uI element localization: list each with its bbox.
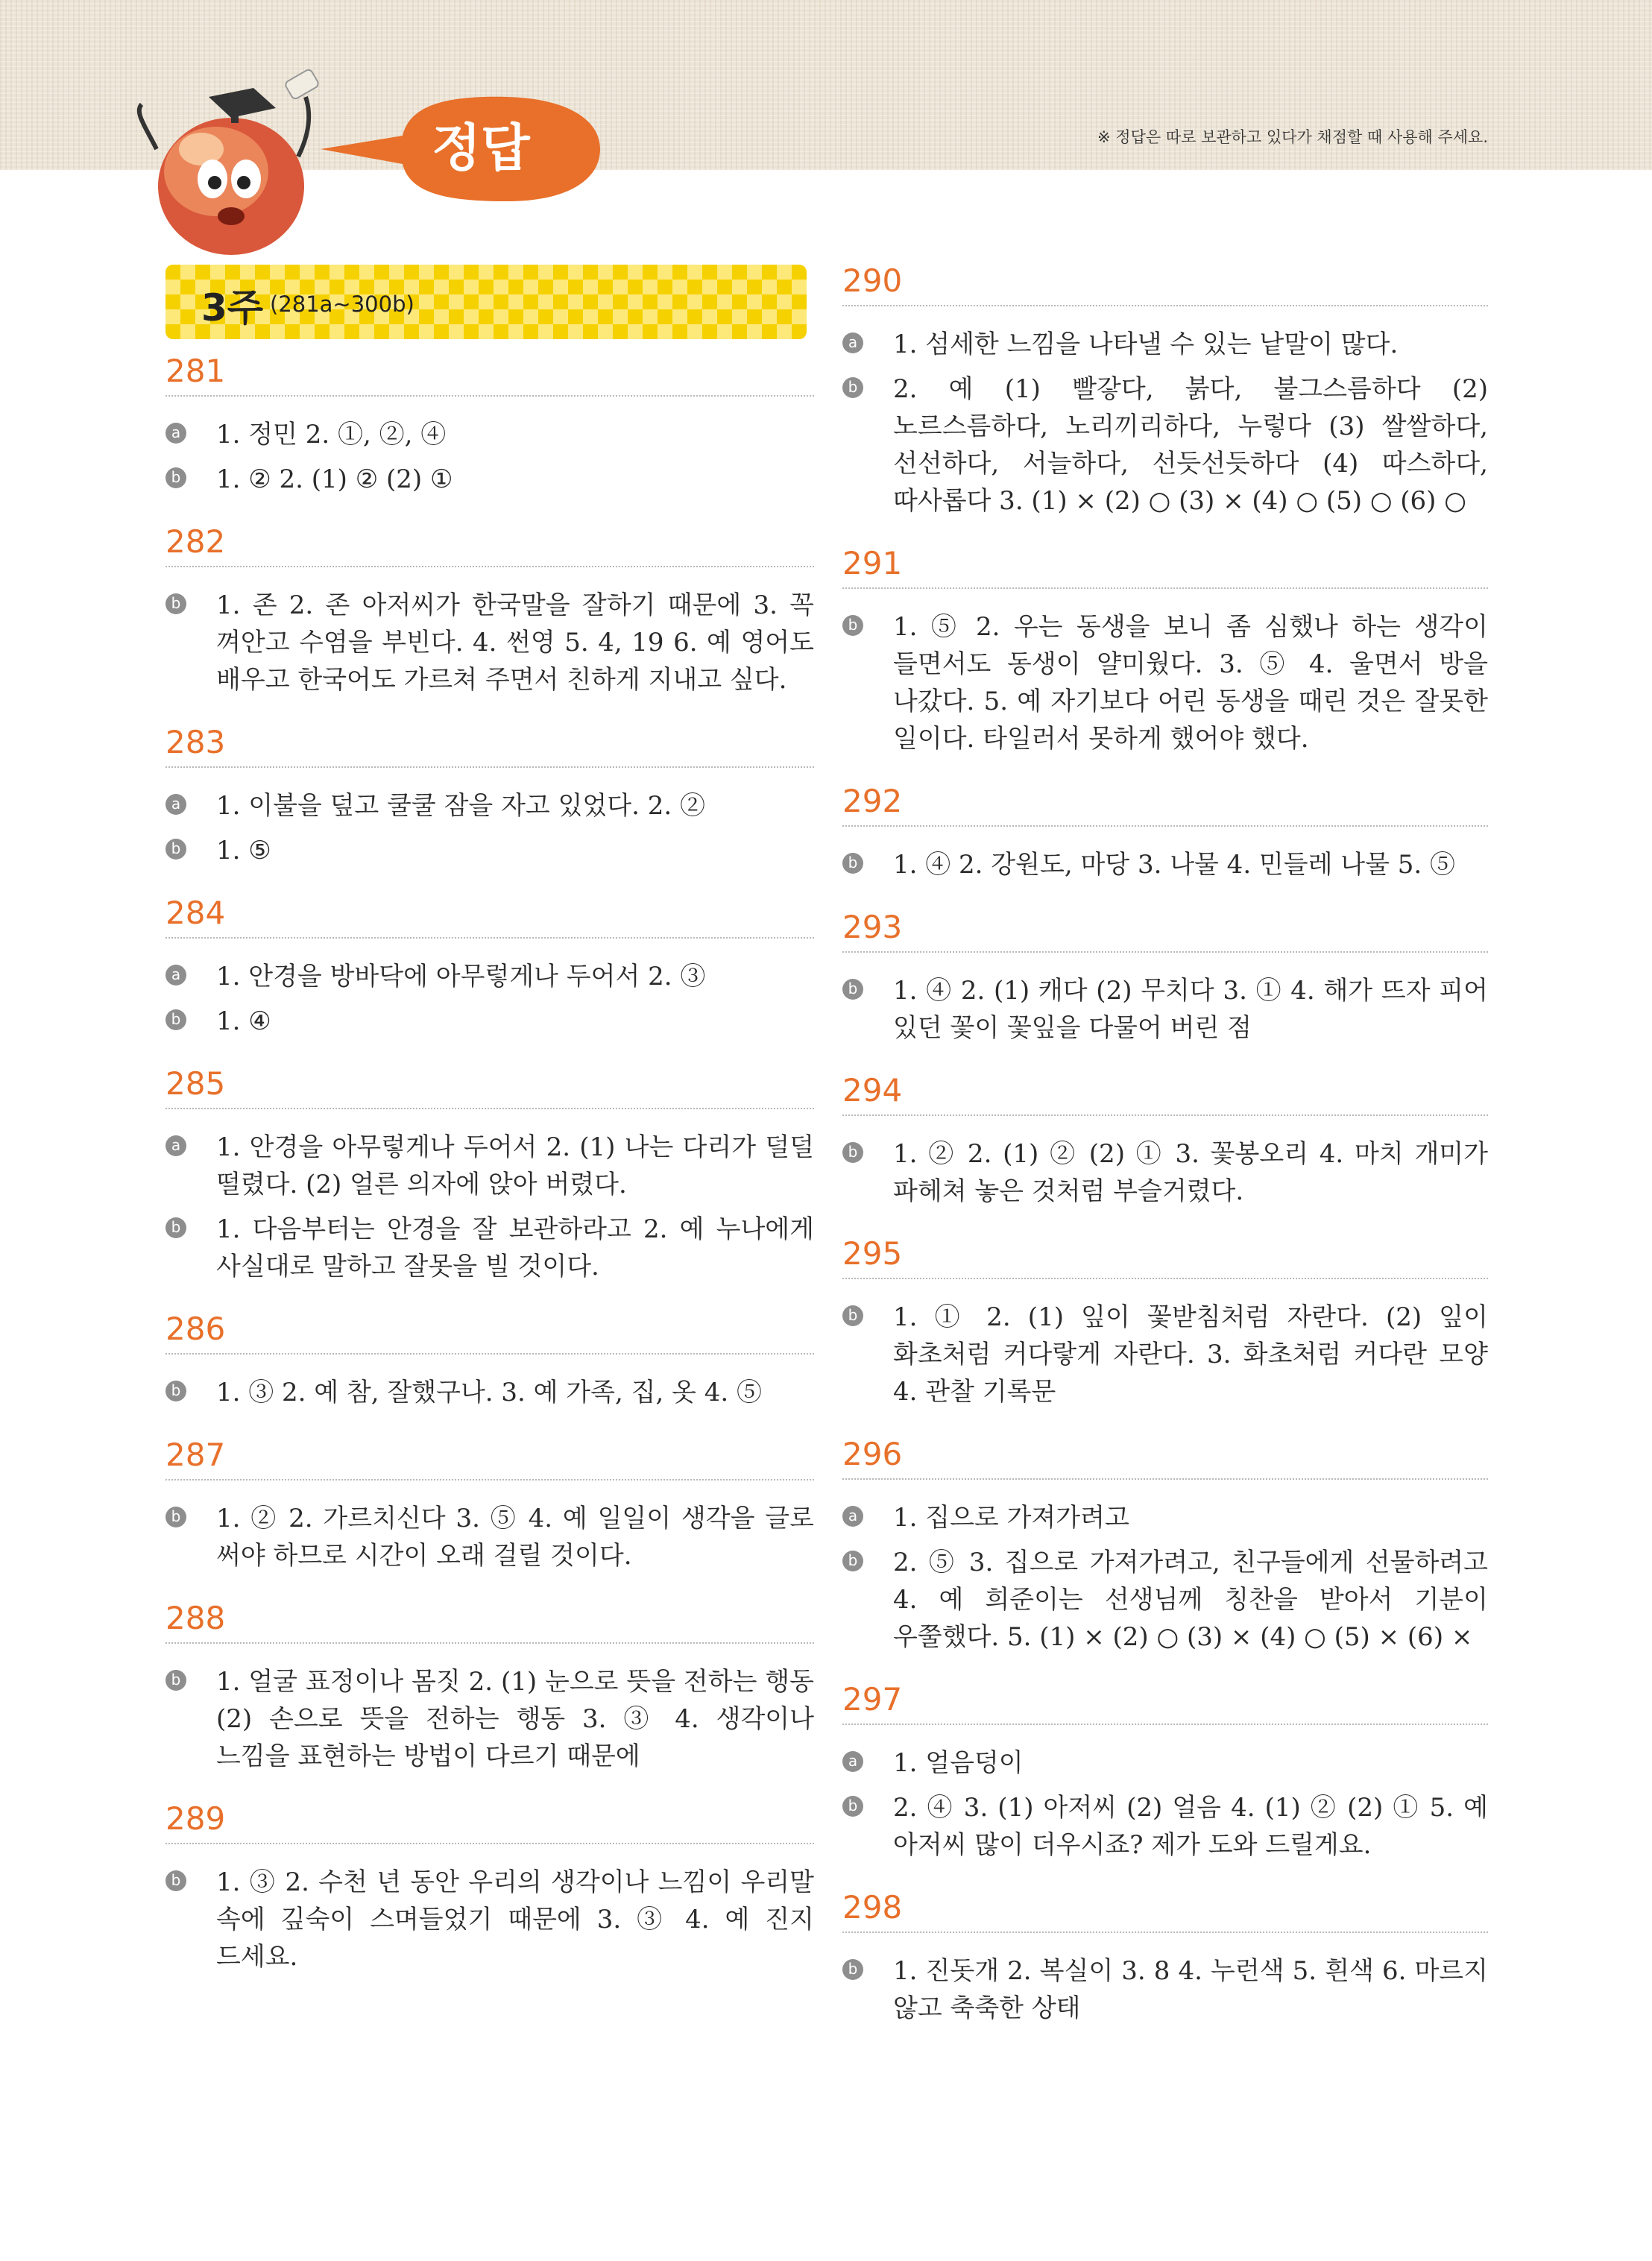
answer-row (842, 370, 1488, 520)
part-badge: b (165, 1870, 186, 1891)
part-badge: b (165, 1009, 186, 1030)
section-number: 297 (842, 1681, 1488, 1725)
answer-text: 2. ⑤ 3. 집으로 가져가려고, 친구들에게 선물하려고 4. 예 희준이는 선생님께 칭찬을 받아서 기분이 우쭐했다. 5. (1) × (2) ○ (3) × (4) ○ (5) × (6) × (893, 1548, 1488, 1652)
week-range: (281a~300b) (270, 291, 414, 317)
section-number: 294 (842, 1072, 1488, 1116)
answer-row (165, 787, 814, 824)
answer-text: 1. 섬세한 느낌을 나타낼 수 있는 낱말이 많다. (893, 329, 1399, 359)
answer-section (165, 1311, 814, 1411)
section-number: 285 (165, 1065, 814, 1109)
answer-row (165, 1129, 814, 1203)
storage-note: ※ 정답은 따로 보관하고 있다가 채점할 때 사용해 주세요. (1097, 128, 1488, 146)
answer-row (842, 1744, 1488, 1782)
part-badge: a (165, 1135, 186, 1156)
answer-text: 1. 이불을 덮고 쿨쿨 잠을 자고 있었다. 2. ② (216, 791, 705, 821)
answer-section (842, 545, 1488, 757)
answer-section (842, 1436, 1488, 1656)
answer-row (842, 1299, 1488, 1410)
section-number: 281 (165, 353, 814, 397)
part-badge: b (165, 467, 186, 488)
part-badge: b (842, 1305, 863, 1326)
answer-row (842, 1952, 1488, 2027)
answer-section (165, 1600, 814, 1775)
answer-row (165, 958, 814, 995)
answer-section (842, 783, 1488, 883)
answer-text: 1. 진돗개 2. 복실이 3. 8 4. 누런색 5. 흰색 6. 마르지 않고 축축한 상태 (893, 1956, 1488, 2023)
section-number: 295 (842, 1235, 1488, 1279)
page-title: 정답 (432, 119, 530, 178)
answer-row (165, 1864, 814, 1975)
answer-row (165, 832, 814, 869)
answer-row (165, 587, 814, 699)
section-number: 283 (165, 724, 814, 768)
answer-text: 1. ② 2. (1) ② (2) ① (216, 464, 453, 494)
answer-text: 1. ⑤ (216, 836, 271, 865)
answer-text: 1. 집으로 가져가려고 (893, 1503, 1129, 1533)
part-badge: a (165, 965, 186, 986)
answer-text: 1. 얼음덩이 (893, 1748, 1024, 1778)
answer-section (842, 1889, 1488, 2027)
section-number: 290 (842, 262, 1488, 306)
answer-text: 1. 정민 2. ①, ②, ④ (216, 420, 447, 450)
answer-row (165, 1003, 814, 1040)
section-number: 298 (842, 1889, 1488, 1933)
answer-section (842, 1681, 1488, 1864)
left-column (165, 265, 814, 2001)
answer-row (165, 1211, 814, 1285)
answer-text: 2. ④ 3. (1) 아저씨 (2) 얼음 4. (1) ② (2) ① 5. 예 아저씨 많이 더우시죠? 제가 도와 드릴게요. (893, 1793, 1488, 1860)
section-number: 287 (165, 1437, 814, 1480)
answer-section (842, 909, 1488, 1047)
answer-text: 1. ④ 2. (1) 캐다 (2) 무치다 3. ① 4. 해가 뜨자 피어 있던 꽃이 꽃잎을 다물어 버린 점 (893, 976, 1488, 1043)
part-badge: a (842, 332, 863, 353)
answer-text: 1. 안경을 아무렇게나 두어서 2. (1) 나는 다리가 덜덜 떨렸다. (2) 얼른 의자에 앉아 버렸다. (216, 1132, 814, 1199)
part-badge: b (842, 615, 863, 636)
answer-section (165, 895, 814, 1040)
peach-mascot-icon (127, 67, 321, 261)
left-answer-list (165, 353, 814, 1975)
answer-text: 1. 얼굴 표정이나 몸짓 2. (1) 눈으로 뜻을 전하는 행동 (2) 손으로 뜻을 전하는 행동 3. ③ 4. 생각이나 느낌을 표현하는 방법이 다르기 때문에 (216, 1667, 814, 1771)
answer-section (165, 353, 814, 498)
answer-section (842, 1072, 1488, 1210)
answer-text: 2. 예 (1) 빨갛다, 붉다, 불그스름하다 (2) 노르스름하다, 노리끼리하다, 누렇다 (3) 쌀쌀하다, 선선하다, 서늘하다, 선듯선듯하다 (4) 따스하다, 따사롭다 3. (1) × (2) ○ (3) × (4) ○ (5) ○ (6) ○ (893, 374, 1488, 516)
part-badge: b (842, 377, 863, 398)
answer-row (165, 1374, 814, 1411)
answer-row (165, 416, 814, 453)
part-badge: b (842, 979, 863, 1000)
answer-text: 1. ③ 2. 수천 년 동안 우리의 생각이나 느낌이 우리말 속에 깊숙이 스며들었기 때문에 3. ③ 4. 예 진지 드세요. (216, 1867, 814, 1972)
answer-row (842, 972, 1488, 1047)
answer-text: 1. 안경을 방바닥에 아무렇게나 두어서 2. ③ (216, 962, 706, 991)
part-badge: b (165, 1381, 186, 1401)
answer-row (842, 1544, 1488, 1656)
answer-section (165, 1800, 814, 1975)
part-badge: b (842, 1959, 863, 1980)
answer-text: 1. ⑤ 2. 우는 동생을 보니 좀 심했나 하는 생각이 들면서도 동생이 얄미웠다. 3. ⑤ 4. 울면서 방을 나갔다. 5. 예 자기보다 어린 동생을 때린 것은 잘못한 일이다. 타일러서 못하게 했어야 했다. (893, 612, 1488, 754)
answer-text: 1. ② 2. 가르치신다 3. ⑤ 4. 예 일일이 생각을 글로 써야 하므로 시간이 오래 걸릴 것이다. (216, 1504, 814, 1571)
answer-section (165, 1437, 814, 1574)
answer-row (842, 1135, 1488, 1210)
section-number: 284 (165, 895, 814, 939)
part-badge: b (842, 1551, 863, 1571)
answer-text: 1. ③ 2. 예 참, 잘했구나. 3. 예 가족, 집, 옷 4. ⑤ (216, 1378, 762, 1407)
section-number: 288 (165, 1600, 814, 1644)
answer-section (842, 1235, 1488, 1410)
answer-row (842, 846, 1488, 883)
answer-row (165, 461, 814, 498)
week-banner (165, 265, 807, 339)
section-number: 292 (842, 783, 1488, 827)
answer-section (842, 262, 1488, 520)
answer-row (842, 1789, 1488, 1864)
answer-text: 1. 다음부터는 안경을 잘 보관하라고 2. 예 누나에게 사실대로 말하고 잘못을 빌 것이다. (216, 1214, 814, 1281)
answer-section (165, 724, 814, 869)
answer-row (842, 608, 1488, 757)
answer-text: 1. ④ (216, 1006, 271, 1036)
answer-row (165, 1500, 814, 1574)
part-badge: a (842, 1751, 863, 1772)
part-badge: a (165, 794, 186, 815)
right-column (842, 262, 1488, 2052)
section-number: 296 (842, 1436, 1488, 1480)
answer-row (165, 1663, 814, 1775)
section-number: 293 (842, 909, 1488, 953)
part-badge: a (842, 1506, 863, 1527)
week-title: 3주 (201, 286, 264, 329)
part-badge: a (165, 423, 186, 444)
part-badge: b (165, 1670, 186, 1691)
part-badge: b (842, 1796, 863, 1817)
answer-text: 1. ④ 2. 강원도, 마당 3. 나물 4. 민들레 나물 5. ⑤ (893, 850, 1456, 880)
answer-section (165, 1065, 814, 1285)
answer-text: 1. ② 2. (1) ② (2) ① 3. 꽃봉오리 4. 마치 개미가 파헤쳐 놓은 것처럼 부슬거렸다. (893, 1139, 1488, 1206)
section-number: 286 (165, 1311, 814, 1355)
answer-section (165, 523, 814, 699)
answer-row (842, 326, 1488, 363)
part-badge: b (165, 593, 186, 614)
part-badge: b (165, 1217, 186, 1238)
part-badge: b (165, 1507, 186, 1527)
answer-row (842, 1499, 1488, 1536)
answer-text: 1. ① 2. (1) 잎이 꽃받침처럼 자란다. (2) 잎이 화초처럼 커다랗게 자란다. 3. 화초처럼 커다란 모양 4. 관찰 기록문 (893, 1302, 1488, 1407)
part-badge: b (165, 839, 186, 860)
right-answer-list (842, 262, 1488, 2027)
part-badge: b (842, 1142, 863, 1163)
section-number: 282 (165, 523, 814, 567)
part-badge: b (842, 853, 863, 874)
answer-text: 1. 존 2. 존 아저씨가 한국말을 잘하기 때문에 3. 꼭 껴안고 수염을 부빈다. 4. 썬영 5. 4, 19 6. 예 영어도 배우고 한국어도 가르쳐 주면서 친하게 지내고 싶다. (216, 590, 814, 695)
section-number: 291 (842, 545, 1488, 589)
section-number: 289 (165, 1800, 814, 1844)
